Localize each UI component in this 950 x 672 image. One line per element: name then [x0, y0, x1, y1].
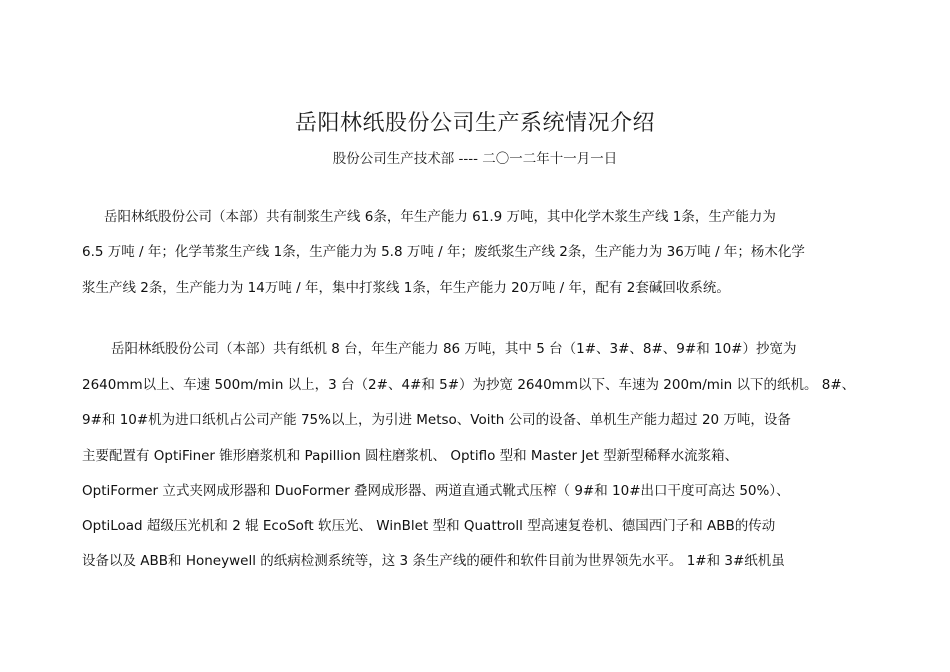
- paragraph-1-line-2: 6.5 万吨 / 年；化学苇浆生产线 1条，生产能力为 5.8 万吨 / 年；废纸浆生产线 2条，生产能力为 36万吨 / 年；杨木化学: [82, 244, 805, 260]
- paragraph-2-line-1: 岳阳林纸股份公司（本部）共有纸机 8 台，年生产能力 86 万吨，其中 5 台（1#、3#、8#、9#和 10#）抄宽为: [111, 341, 797, 357]
- paragraph-2-line-5: OptiFormer 立式夹网成形器和 DuoFormer 叠网成形器、两道直通式靴式压榨（ 9#和 10#出口干度可高达 50%）、: [82, 483, 790, 499]
- paragraph-1-line-1: 岳阳林纸股份公司（本部）共有制浆生产线 6条，年生产能力 61.9 万吨，其中化学木浆生产线 1条，生产能力为: [104, 209, 776, 225]
- paragraph-2-line-4: 主要配置有 OptiFiner 锥形磨浆机和 Papillion 圆柱磨浆机、 Optiflo 型和 Master Jet 型新型稀释水流浆箱、: [82, 448, 739, 464]
- paragraph-2-line-6: OptiLoad 超级压光机和 2 辊 EcoSoft 软压光、 WinBlet 型和 Quattroll 型高速复卷机、德国西门子和 ABB的传动: [82, 518, 776, 534]
- paragraph-1-line-3: 浆生产线 2条，生产能力为 14万吨 / 年，集中打浆线 1条，年生产能力 20万吨 / 年，配有 2套碱回收系统。: [82, 280, 730, 296]
- paragraph-2-line-2: 2640mm以上、车速 500m/min 以上，3 台（2#、4#和 5#）为抄宽 2640mm以下、车速为 200m/min 以下的纸机。 8#、: [82, 377, 856, 393]
- paragraph-2-line-7: 设备以及 ABB和 Honeywell 的纸病检测系统等，这 3 条生产线的硬件和软件目前为世界领先水平。 1#和 3#纸机虽: [82, 553, 785, 569]
- document-title: 岳阳林纸股份公司生产系统情况介绍: [294, 111, 655, 136]
- document-subtitle: 股份公司生产技术部 ---- 二〇一二年十一月一日: [332, 151, 618, 167]
- paragraph-2-line-3: 9#和 10#机为进口纸机占公司产能 75%以上，为引进 Metso、Voith 公司的设备、单机生产能力超过 20 万吨，设备: [82, 412, 791, 428]
